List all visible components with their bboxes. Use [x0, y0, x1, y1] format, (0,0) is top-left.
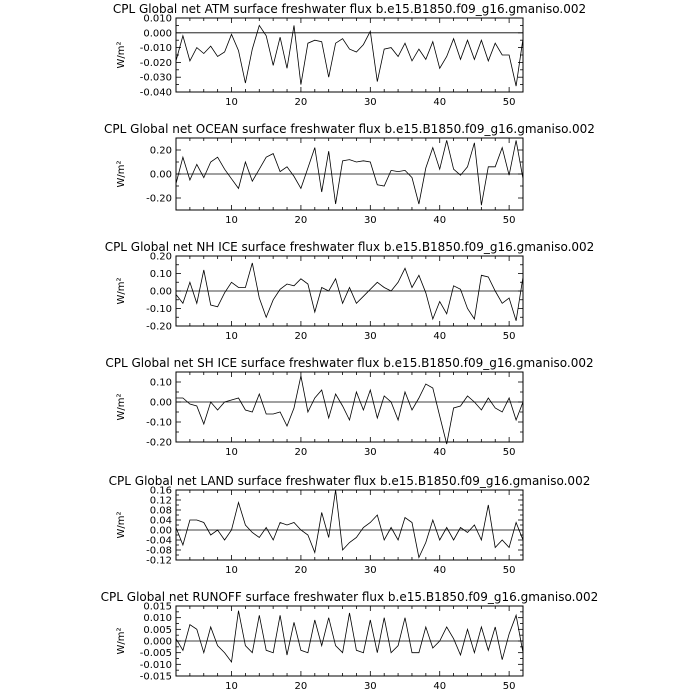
chart-panel-2 — [104, 122, 595, 226]
y-tick-label: 0.04 — [149, 515, 172, 527]
plot-frame — [176, 18, 523, 92]
chart-title: CPL Global net NH ICE surface freshwater flux b.e15.B1850.f09_g16.gmaniso.002 — [104, 240, 595, 254]
x-tick-label: 10 — [225, 331, 238, 342]
y-tick-label: -0.015 — [139, 671, 172, 683]
y-tick-label: 0.000 — [143, 636, 172, 648]
chart-title: CPL Global net ATM surface freshwater flux b.e15.B1850.f09_g16.gmaniso.002 — [112, 2, 587, 16]
y-axis-label: W/m² — [116, 393, 127, 421]
series-line — [176, 376, 523, 444]
y-tick-label: 0.20 — [149, 251, 172, 263]
y-tick-label: 0.10 — [149, 269, 172, 280]
y-tick-label: 0.00 — [149, 169, 172, 181]
y-tick-label: 0.12 — [149, 495, 172, 507]
x-tick-label: 20 — [294, 97, 308, 108]
x-tick-label: 10 — [225, 565, 238, 576]
x-tick-label: 10 — [225, 97, 238, 108]
y-tick-label: -0.08 — [146, 545, 172, 557]
chart-panel-1 — [113, 2, 586, 108]
x-tick-label: 30 — [363, 565, 377, 576]
y-tick-label: 0.00 — [149, 397, 172, 409]
y-tick-label: -0.10 — [146, 304, 172, 315]
y-tick-label: 0.000 — [143, 28, 172, 40]
y-axis-label: W/m² — [116, 627, 127, 655]
y-tick-label: -0.20 — [146, 437, 172, 449]
x-tick-label: 40 — [433, 565, 447, 576]
series-line — [176, 490, 523, 558]
x-tick-label: 50 — [502, 97, 516, 108]
x-tick-label: 50 — [502, 215, 516, 226]
y-tick-label: 0.08 — [149, 505, 172, 517]
y-tick-label: 0.005 — [143, 624, 172, 636]
x-tick-label: 20 — [294, 447, 308, 458]
chart-title: CPL Global net SH ICE surface freshwater flux b.e15.B1850.f09_g16.gmaniso.002 — [105, 356, 594, 370]
y-tick-label: 0.00 — [149, 286, 172, 298]
y-tick-label: -0.10 — [146, 417, 172, 429]
y-tick-label: 0.00 — [149, 525, 172, 537]
x-tick-label: 10 — [225, 215, 238, 226]
y-axis-label: W/m² — [116, 511, 127, 539]
x-tick-label: 20 — [294, 681, 308, 692]
x-tick-label: 40 — [433, 331, 447, 342]
y-tick-label: -0.20 — [146, 193, 172, 205]
y-tick-label: -0.010 — [139, 659, 172, 671]
x-tick-label: 50 — [502, 565, 516, 576]
y-tick-label: 0.010 — [143, 13, 172, 25]
chart-panel-5 — [109, 474, 591, 576]
y-tick-label: -0.040 — [139, 87, 172, 99]
x-tick-label: 30 — [363, 215, 377, 226]
x-tick-label: 20 — [294, 331, 308, 342]
x-tick-label: 30 — [363, 331, 377, 342]
x-tick-label: 30 — [363, 97, 377, 108]
x-tick-label: 40 — [433, 97, 447, 108]
y-tick-label: -0.010 — [139, 43, 172, 55]
series-line — [176, 25, 523, 86]
x-tick-label: 50 — [502, 447, 516, 458]
y-tick-label: -0.005 — [139, 648, 172, 660]
chart-title: CPL Global net RUNOFF surface freshwater flux b.e15.B1850.f09_g16.gmaniso.002 — [100, 590, 599, 604]
y-axis-label: W/m² — [116, 160, 127, 188]
x-tick-label: 50 — [502, 331, 516, 342]
y-tick-label: -0.04 — [146, 535, 172, 547]
y-tick-label: -0.020 — [139, 57, 172, 69]
plot-frame — [176, 372, 523, 442]
x-tick-label: 40 — [433, 215, 447, 226]
y-tick-label: 0.10 — [149, 377, 172, 389]
y-tick-label: 0.015 — [143, 601, 172, 613]
y-axis-label: W/m² — [116, 41, 127, 69]
x-tick-label: 30 — [363, 447, 377, 458]
chart-title: CPL Global net LAND surface freshwater flux b.e15.B1850.f09_g16.gmaniso.002 — [108, 474, 591, 488]
chart-title: CPL Global net OCEAN surface freshwater flux b.e15.B1850.f09_g16.gmaniso.002 — [104, 122, 595, 136]
series-line — [176, 263, 523, 321]
x-tick-label: 50 — [502, 681, 516, 692]
y-tick-label: -0.030 — [139, 72, 172, 84]
x-tick-label: 30 — [363, 681, 377, 692]
series-line — [176, 140, 523, 205]
x-tick-label: 40 — [433, 681, 447, 692]
chart-panel-3 — [105, 240, 595, 342]
series-line — [176, 611, 523, 662]
x-tick-label: 10 — [225, 447, 238, 458]
x-tick-label: 20 — [294, 215, 308, 226]
y-tick-label: 0.20 — [149, 145, 172, 157]
y-tick-label: 0.010 — [143, 613, 172, 625]
y-tick-label: -0.12 — [146, 555, 172, 567]
chart-panel-4 — [105, 356, 593, 458]
y-tick-label: 0.16 — [149, 485, 172, 497]
y-tick-label: -0.20 — [146, 321, 172, 333]
plot-frame — [176, 490, 523, 560]
x-tick-label: 20 — [294, 565, 308, 576]
chart-panel-6 — [101, 590, 599, 692]
x-tick-label: 10 — [225, 681, 238, 692]
y-axis-label: W/m² — [116, 277, 127, 305]
x-tick-label: 40 — [433, 447, 447, 458]
